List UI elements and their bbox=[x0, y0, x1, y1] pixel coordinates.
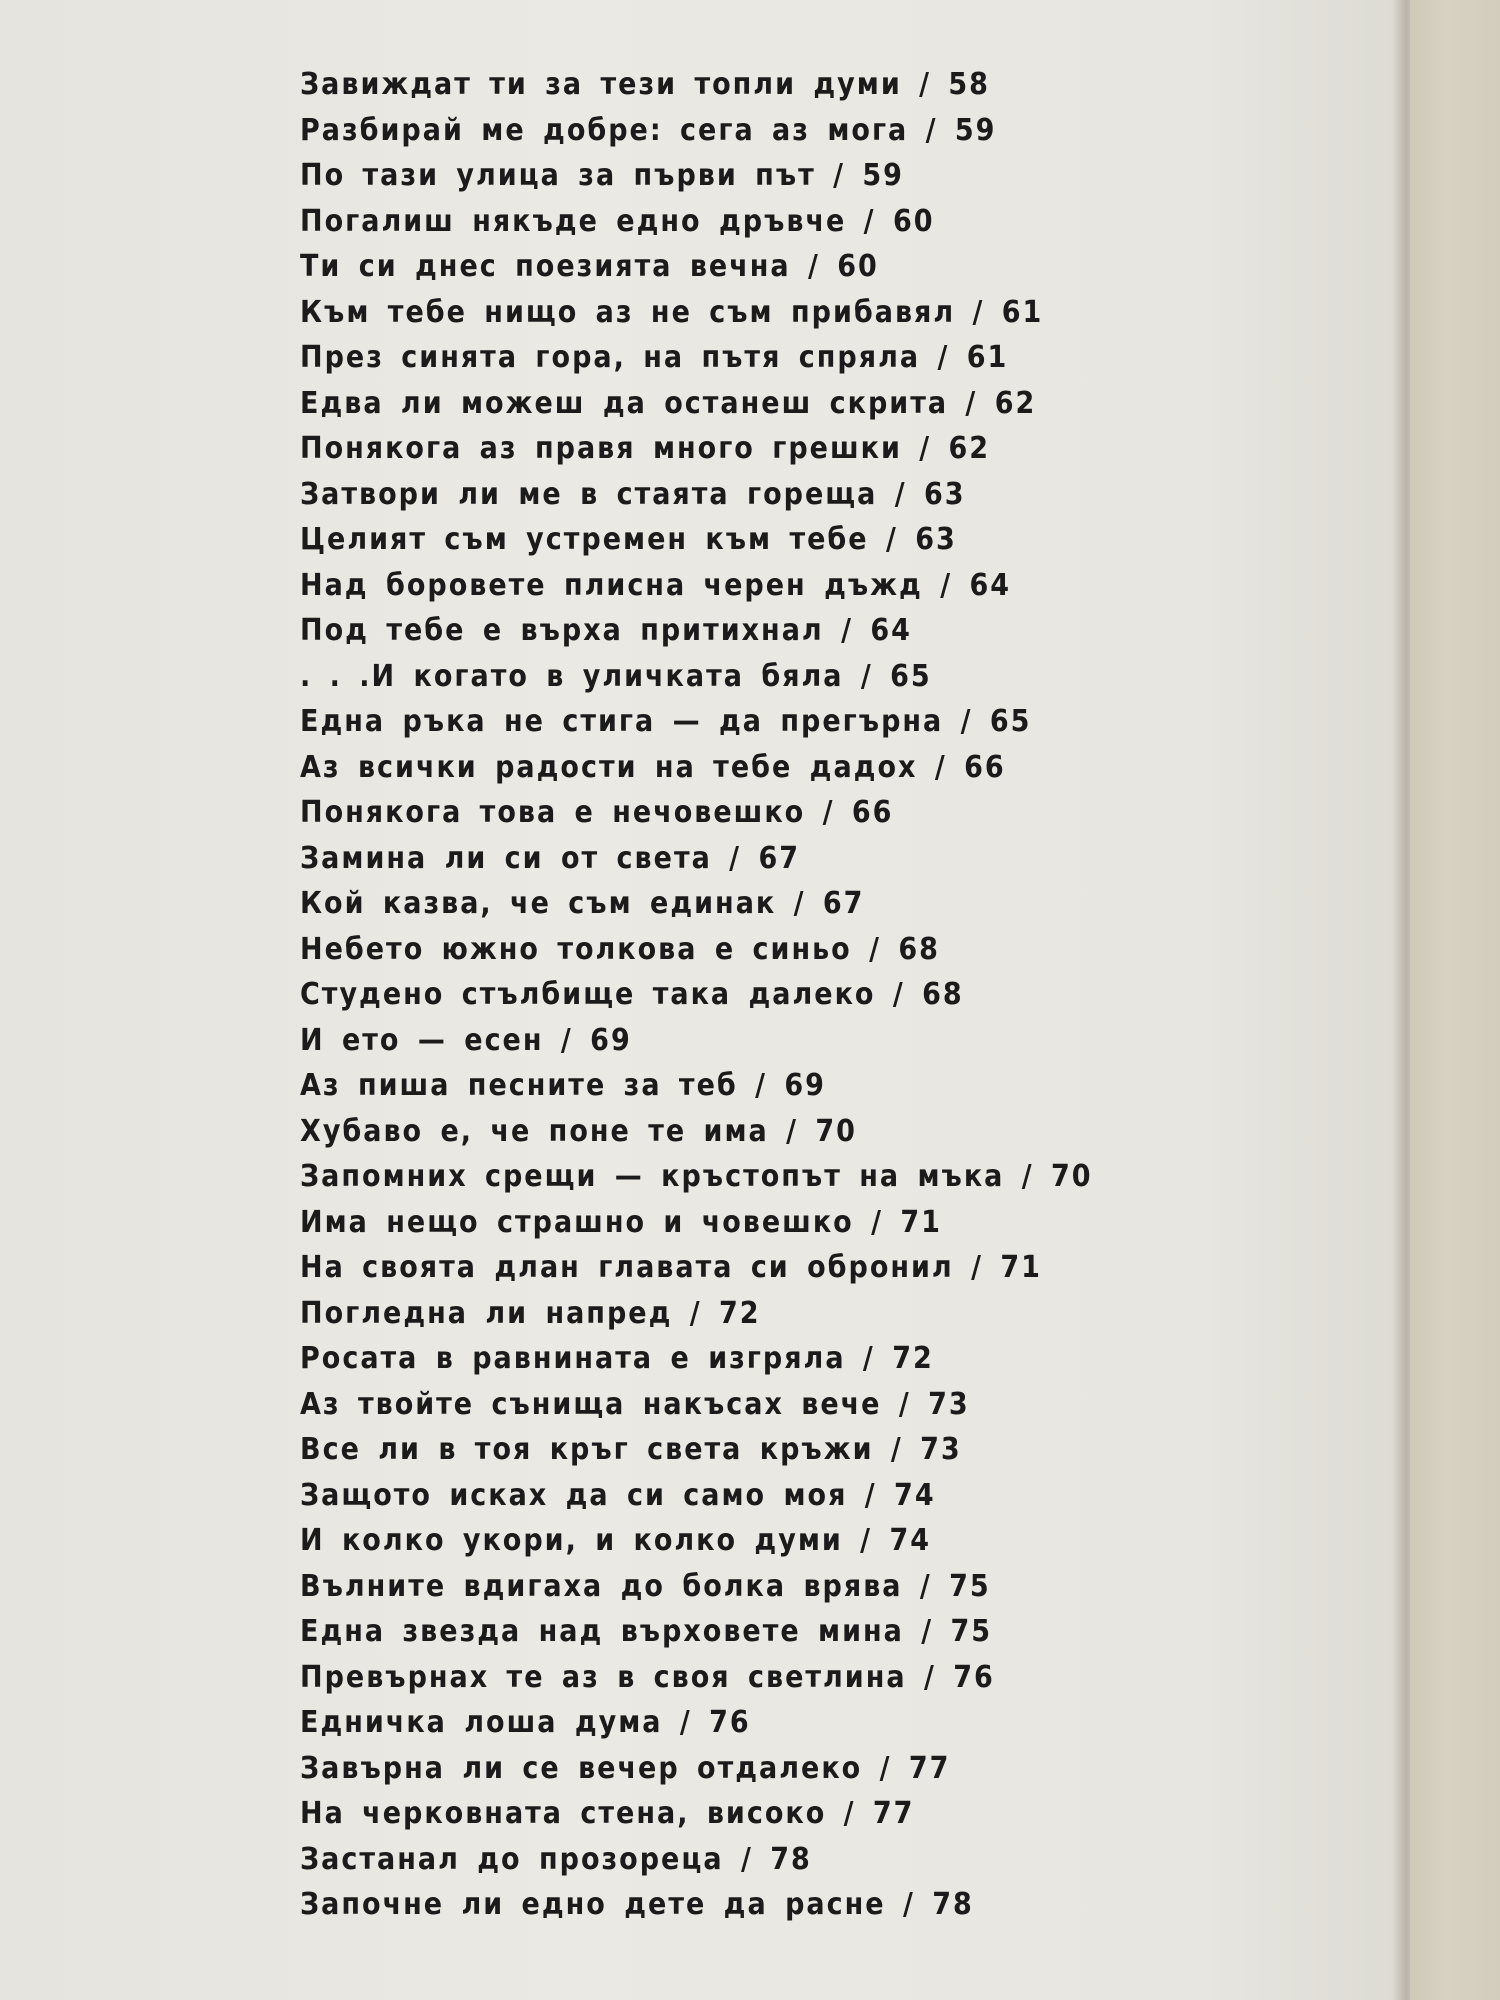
toc-entry: И ето — есен / 69 bbox=[300, 1022, 632, 1058]
toc-entry-title: На черковната стена, високо bbox=[300, 1796, 827, 1831]
toc-entry: Завиждат ти за тези топли думи / 58 bbox=[300, 67, 990, 102]
toc-entry-title: Вълните вдигаха до болка врява bbox=[300, 1568, 903, 1604]
toc-entry: По тази улица за първи път / 59 bbox=[300, 158, 904, 193]
toc-entry: Хубаво е, че поне те има / 70 bbox=[300, 1113, 857, 1149]
toc-entry-page-number: 59 bbox=[954, 112, 997, 148]
toc-entry: Застанал до прозореца / 78 bbox=[300, 1841, 812, 1877]
toc-entry-title: Запомних срещи — кръстопът на мъка bbox=[300, 1159, 1005, 1194]
toc-entry-page-number: 65 bbox=[989, 704, 1032, 739]
toc-entry-title: Едва ли можеш да останеш скрита bbox=[300, 385, 949, 421]
toc-entry-page-number: 67 bbox=[822, 886, 865, 921]
toc-entry-title: Аз пиша песните за теб bbox=[300, 1068, 738, 1103]
toc-entry-title: Кой казва, че съм единак bbox=[300, 886, 777, 921]
toc-entry-title: И ето — есен bbox=[300, 1022, 544, 1058]
toc-entry-page-number: 73 bbox=[928, 1386, 970, 1422]
toc-entry-title: Едничка лоша дума bbox=[300, 1705, 663, 1740]
toc-entry-title: На своята длан главата си обронил bbox=[300, 1250, 954, 1285]
toc-entry: През синята гора, на пътя спряла / 61 bbox=[300, 340, 1009, 375]
toc-entry: Една звезда над върховете мина / 75 bbox=[300, 1614, 993, 1649]
toc-entry: Защото исках да си само моя / 74 bbox=[300, 1477, 936, 1513]
toc-entry-title: Под тебе е върха притихнал bbox=[300, 613, 824, 648]
toc-entry-page-number: 73 bbox=[920, 1432, 962, 1467]
toc-entry: Една ръка не стига — да прегърна / 65 bbox=[300, 704, 1032, 739]
toc-entry-page-number: 68 bbox=[922, 977, 964, 1012]
toc-entry: И колко укори, и колко думи / 74 bbox=[300, 1523, 931, 1558]
toc-entry-page-number: 63 bbox=[923, 476, 966, 512]
toc-entry-title: Завиждат ти за тези топли думи bbox=[300, 67, 902, 102]
toc-entry-title: Небето южно толкова е синьо bbox=[300, 931, 852, 967]
toc-entry-page-number: 72 bbox=[719, 1295, 761, 1331]
toc-entry: Погледна ли напред / 72 bbox=[300, 1295, 761, 1331]
toc-entry: Към тебе нищо аз не съм прибавял / 61 bbox=[300, 294, 1044, 330]
toc-entry-page-number: 78 bbox=[770, 1841, 812, 1877]
toc-entry: Погалиш някъде едно дръвче / 60 bbox=[300, 203, 935, 239]
toc-entry: Под тебе е върха притихнал / 64 bbox=[300, 613, 912, 648]
toc-entry-page-number: 76 bbox=[953, 1659, 995, 1695]
toc-entry-title: Ти си днес поезията вечна bbox=[300, 249, 791, 284]
toc-entry: Целият съм устремен към тебе / 63 bbox=[300, 522, 957, 557]
toc-entry-page-number: 60 bbox=[892, 203, 935, 239]
toc-entry-title: Към тебе нищо аз не съм прибавял bbox=[300, 294, 956, 330]
toc-entry-title: По тази улица за първи път bbox=[300, 158, 816, 193]
toc-entry-page-number: 63 bbox=[915, 522, 957, 557]
toc-entry-title: Застанал до прозореца bbox=[300, 1841, 724, 1877]
toc-entry: Завърна ли се вечер отдалеко / 77 bbox=[300, 1750, 951, 1786]
toc-entry: Студено стълбище така далеко / 68 bbox=[300, 977, 964, 1012]
toc-entry-title: Превърнах те аз в своя светлина bbox=[300, 1659, 907, 1695]
toc-entry-title: Замина ли си от света bbox=[300, 840, 712, 876]
toc-entry: Все ли в тоя кръг света кръжи / 73 bbox=[300, 1432, 962, 1467]
toc-entry: Ти си днес поезията вечна / 60 bbox=[300, 249, 879, 284]
toc-entry-page-number: 61 bbox=[966, 340, 1009, 375]
toc-entry-title: Целият съм устремен към тебе bbox=[300, 522, 869, 557]
toc-entry-title: Разбирай ме добре: сега аз мога bbox=[300, 112, 909, 148]
toc-entry-title: Защото исках да си само моя bbox=[300, 1477, 848, 1513]
toc-entry-title: Аз твойте сънища накъсах вече bbox=[300, 1386, 882, 1422]
toc-entry: . . .И когато в уличката бяла / 65 bbox=[300, 658, 932, 694]
toc-entry-title: Росата в равнината е изгряла bbox=[300, 1341, 846, 1376]
toc-entry-page-number: 62 bbox=[994, 385, 1037, 421]
toc-entry-title: Погалиш някъде едно дръвче bbox=[300, 203, 847, 239]
toc-entry: Понякога аз правя много грешки / 62 bbox=[300, 431, 991, 466]
toc-entry-page-number: 61 bbox=[1001, 294, 1044, 330]
toc-entry-page-number: 77 bbox=[872, 1796, 915, 1831]
toc-entry-title: Над боровете плисна черен дъжд bbox=[300, 567, 923, 603]
toc-entry-page-number: 77 bbox=[908, 1750, 951, 1786]
toc-entry-page-number: 78 bbox=[932, 1887, 974, 1922]
toc-entry: Започне ли едно дете да расне / 78 bbox=[300, 1887, 974, 1922]
toc-entry-page-number: 67 bbox=[758, 840, 800, 876]
toc-entry-title: Започне ли едно дете да расне bbox=[300, 1887, 886, 1922]
toc-entry-page-number: 75 bbox=[950, 1614, 993, 1649]
toc-entry: Разбирай ме добре: сега аз мога / 59 bbox=[300, 112, 997, 148]
toc-entry: На своята длан главата си обронил / 71 bbox=[300, 1250, 1042, 1285]
toc-entry: Замина ли си от света / 67 bbox=[300, 840, 800, 876]
toc-entry-page-number: 76 bbox=[709, 1705, 751, 1740]
toc-entry: Понякога това е нечовешко / 66 bbox=[300, 795, 894, 830]
toc-entry-title: Погледна ли напред bbox=[300, 1295, 673, 1331]
adjacent-page-edge bbox=[1410, 0, 1500, 2000]
toc-entry-page-number: 66 bbox=[851, 795, 894, 830]
toc-entry-title: . . .И когато в уличката бяла bbox=[300, 658, 844, 694]
toc-entry-page-number: 68 bbox=[898, 931, 940, 967]
toc-entry-title: Понякога аз правя много грешки bbox=[300, 431, 902, 466]
toc-entry-title: Завърна ли се вечер отдалеко bbox=[300, 1750, 863, 1786]
toc-entry: Едничка лоша дума / 76 bbox=[300, 1705, 751, 1740]
toc-entry: Има нещо страшно и човешко / 71 bbox=[300, 1204, 942, 1240]
toc-entry-page-number: 60 bbox=[837, 249, 879, 284]
toc-entry-page-number: 70 bbox=[1051, 1159, 1093, 1194]
toc-entry-title: Затвори ли ме в стаята гореща bbox=[300, 476, 878, 512]
toc-entry-page-number: 71 bbox=[900, 1204, 942, 1240]
toc-entry-page-number: 62 bbox=[948, 431, 991, 466]
toc-entry-title: Една звезда над върховете мина bbox=[300, 1614, 904, 1649]
toc-entry: Кой казва, че съм единак / 67 bbox=[300, 886, 865, 921]
toc-entry: На черковната стена, високо / 77 bbox=[300, 1796, 915, 1831]
toc-entry-page-number: 71 bbox=[1000, 1250, 1042, 1285]
toc-entry-page-number: 64 bbox=[870, 613, 912, 648]
toc-entry-page-number: 69 bbox=[590, 1022, 632, 1058]
toc-entry-page-number: 65 bbox=[890, 658, 932, 694]
toc-entry: Вълните вдигаха до болка врява / 75 bbox=[300, 1568, 991, 1604]
toc-entry: Затвори ли ме в стаята гореща / 63 bbox=[300, 476, 966, 512]
toc-entry-title: Има нещо страшно и човешко bbox=[300, 1204, 854, 1240]
toc-entry: Аз пиша песните за теб / 69 bbox=[300, 1068, 826, 1103]
toc-entry-title: Една ръка не стига — да прегърна bbox=[300, 704, 944, 739]
toc-entry: Аз твойте сънища накъсах вече / 73 bbox=[300, 1386, 970, 1422]
toc-entry-title: Студено стълбище така далеко bbox=[300, 977, 876, 1012]
toc-entry-title: Все ли в тоя кръг света кръжи bbox=[300, 1432, 874, 1467]
toc-entry-page-number: 70 bbox=[815, 1113, 857, 1149]
toc-entry-page-number: 75 bbox=[949, 1568, 991, 1604]
toc-entry-page-number: 74 bbox=[889, 1523, 931, 1558]
toc-entry-title: Хубаво е, че поне те има bbox=[300, 1113, 769, 1149]
toc-entry: Над боровете плисна черен дъжд / 64 bbox=[300, 567, 1012, 603]
toc-entry-title: И колко укори, и колко думи bbox=[300, 1523, 843, 1558]
toc-entry-page-number: 64 bbox=[969, 567, 1012, 603]
toc-entry: Едва ли можеш да останеш скрита / 62 bbox=[300, 385, 1037, 421]
toc-entry-page-number: 66 bbox=[964, 749, 1006, 785]
toc-entry-title: Понякога това е нечовешко bbox=[300, 795, 806, 830]
toc-entry: Росата в равнината е изгряла / 72 bbox=[300, 1341, 934, 1376]
toc-entry-page-number: 72 bbox=[892, 1341, 934, 1376]
toc-entry-title: Аз всички радости на тебе дадох bbox=[300, 749, 918, 785]
toc-entry-page-number: 69 bbox=[784, 1068, 826, 1103]
toc-entry-page-number: 74 bbox=[894, 1477, 936, 1513]
toc-entry-title: През синята гора, на пътя спряла bbox=[300, 340, 921, 375]
toc-entry-page-number: 59 bbox=[862, 158, 904, 193]
toc-entry: Небето южно толкова е синьо / 68 bbox=[300, 931, 940, 967]
toc-entry: Превърнах те аз в своя светлина / 76 bbox=[300, 1659, 995, 1695]
toc-entry-page-number: 58 bbox=[948, 67, 990, 102]
toc-entry: Аз всички радости на тебе дадох / 66 bbox=[300, 749, 1006, 785]
table-of-contents bbox=[300, 62, 1380, 1928]
toc-entry: Запомних срещи — кръстопът на мъка / 70 bbox=[300, 1159, 1093, 1194]
